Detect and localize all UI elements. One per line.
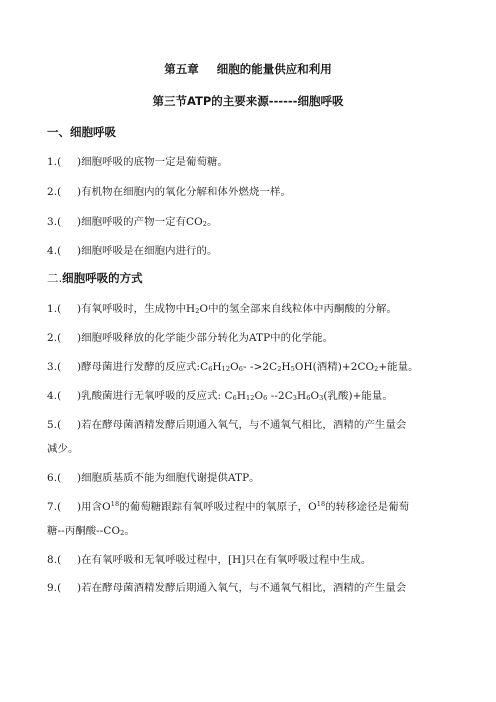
question-line-continuation: 减少。 <box>47 443 79 455</box>
question-line: 9.( )若在酵母菌酒精发酵后期通入氧气，与不通氧气相比，酒精的产生量会 <box>47 582 407 594</box>
question-line: 4.( )细胞呼吸是在细胞内进行的。 <box>47 245 218 257</box>
question-line: 4.( )乳酸菌进行无氧呼吸的反应式: $C_6H_{12}O_6$ $--2C_3H_6O_3$(乳酸)+能量。 <box>47 390 393 402</box>
heading-cell-respiration: 一、细胞呼吸 <box>47 125 116 139</box>
question-line-continuation: 糖--丙酮酸$--CO_2$。 <box>47 525 135 537</box>
question-line: 1.( )细胞呼吸的底物一定是葡萄糖。 <box>47 156 229 168</box>
section-title: 第三节ATP的主要来源------细胞呼吸 <box>152 94 344 108</box>
question-line: 7.( )用含$O^{18}$的葡萄糖跟踪有氧呼吸过程中的氧原子，$O^{18}$的转移途径是葡萄 <box>47 500 410 513</box>
question-line: 8.( )在有氧呼吸和无氧呼吸过程中，[H]只在有氧呼吸过程中生成。 <box>47 554 372 566</box>
chapter-number: 第五章 <box>164 62 199 76</box>
chapter-name: 细胞的能量供应和利用 <box>216 62 332 76</box>
question-line: 3.( )酵母菌进行发酵的反应式$:C_6H_{12}O_6-$ $->2C_2H_5OH$(酒精)$+2CO_2+$能量。 <box>47 361 419 373</box>
question-line: 2.( )有机物在细胞内的氧化分解和体外燃烧一样。 <box>47 186 291 198</box>
question-line: 6.( )细胞质基质不能为细胞代谢提供ATP。 <box>47 472 260 484</box>
chapter-title <box>0 61 496 77</box>
question-line: 1.( )有氧呼吸时，生成物中$H_2O$中的氢全部来自线粒体中丙酮酸的分解。 <box>47 303 397 315</box>
heading-respiration-methods: 二.细胞呼吸的方式 <box>47 271 143 285</box>
question-line: 5.( )若在酵母菌酒精发酵后期通入氧气，与不通氧气相比，酒精的产生量会 <box>47 419 407 431</box>
question-line: 2.( )细胞呼吸释放的化学能少部分转化为ATP中的化学能。 <box>47 332 334 344</box>
question-line: 3.( )细胞呼吸的产物一定有$CO_2$。 <box>47 216 218 228</box>
